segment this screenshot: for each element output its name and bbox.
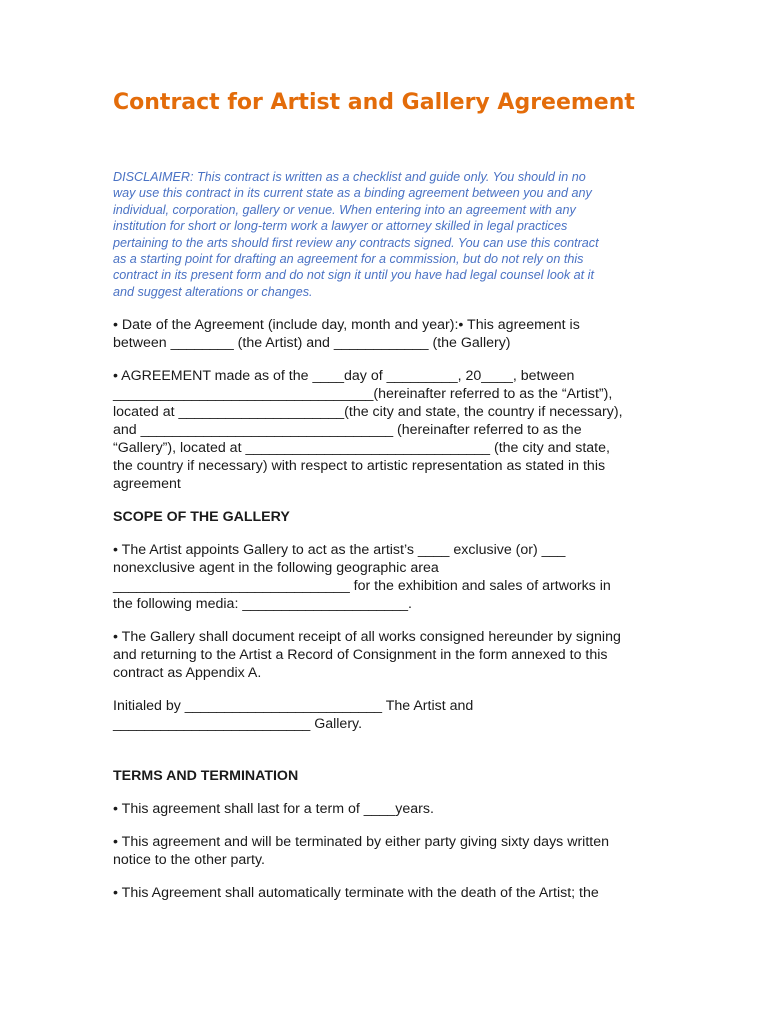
paragraph-line: _________________________________(hereinafter referred to as the “Artist”), (113, 386, 613, 402)
paragraph-line: • The Gallery shall document receipt of all works consigned hereunder by signing (113, 629, 621, 645)
contract-body (113, 316, 673, 917)
paragraph-line: between ________ (the Artist) and ____________ (the Gallery) (113, 335, 511, 351)
paragraph-line: contract as Appendix A. (113, 665, 262, 681)
paragraph-line: located at _____________________(the city and state, the country if necessary), (113, 404, 623, 420)
terms-heading: TERMS AND TERMINATION (113, 768, 299, 784)
paragraph-line: the following media: _____________________. (113, 596, 412, 612)
disclaimer-line: DISCLAIMER: This contract is written as a checklist and guide only. You should in no (113, 170, 586, 184)
date-paragraph (113, 316, 673, 352)
initialed-paragraph (113, 697, 673, 733)
paragraph-line: nonexclusive agent in the following geographic area (113, 560, 439, 576)
agreement-paragraph (113, 367, 673, 493)
disclaimer-line: individual, corporation, gallery or venue. When entering into an agreement with any (113, 202, 576, 217)
document-title: Contract for Artist and Gallery Agreement (113, 90, 635, 115)
paragraph-line: _________________________ Gallery. (113, 716, 363, 732)
disclaimer-paragraph (113, 169, 673, 300)
paragraph-line: • This agreement and will be terminated by either party giving sixty days written (113, 834, 609, 850)
paragraph-line: and ________________________________ (hereinafter referred to as the (113, 422, 582, 438)
appoints-paragraph (113, 541, 673, 613)
paragraph-line: • The Artist appoints Gallery to act as the artist’s ____ exclusive (or) ___ (113, 542, 566, 558)
paragraph-line: • Date of the Agreement (include day, month and year):• This agreement is (113, 317, 580, 333)
death-paragraph (113, 884, 673, 902)
disclaimer-line: pertaining to the arts should first review any contracts signed. You can use this contract (113, 235, 599, 250)
consignment-paragraph (113, 628, 673, 682)
paragraph-line: and returning to the Artist a Record of Consignment in the form annexed to this (113, 647, 608, 663)
termination-paragraph (113, 833, 673, 869)
disclaimer-line: way use this contract in its current state as a binding agreement between you and any (113, 186, 592, 201)
disclaimer-line: institution for short or long-term work a lawyer or attorney skilled in legal practices (113, 219, 568, 234)
term-paragraph (113, 800, 673, 818)
paragraph-line: the country if necessary) with respect to artistic representation as stated in this (113, 458, 606, 474)
paragraph-line: “Gallery”), located at _______________________________ (the city and state, (113, 440, 610, 456)
paragraph-line: • AGREEMENT made as of the ____day of _________, 20____, between (113, 368, 575, 384)
paragraph-line: Initialed by _________________________ The Artist and (113, 698, 474, 714)
disclaimer-line: contract in its present form and do not sign it until you have had legal counsel look at it (113, 268, 594, 283)
paragraph-line: notice to the other party. (113, 852, 265, 868)
disclaimer-line: and suggest alterations or changes. (113, 284, 313, 299)
paragraph-line: • This agreement shall last for a term of ____years. (113, 801, 434, 817)
paragraph-line: • This Agreement shall automatically terminate with the death of the Artist; the (113, 885, 599, 901)
paragraph-line: agreement (113, 476, 181, 492)
paragraph-line: ______________________________ for the exhibition and sales of artworks in (113, 578, 611, 594)
scope-heading: SCOPE OF THE GALLERY (113, 509, 290, 525)
disclaimer-line: as a starting point for drafting an agreement for a commission, but do not rely on this (113, 252, 584, 267)
